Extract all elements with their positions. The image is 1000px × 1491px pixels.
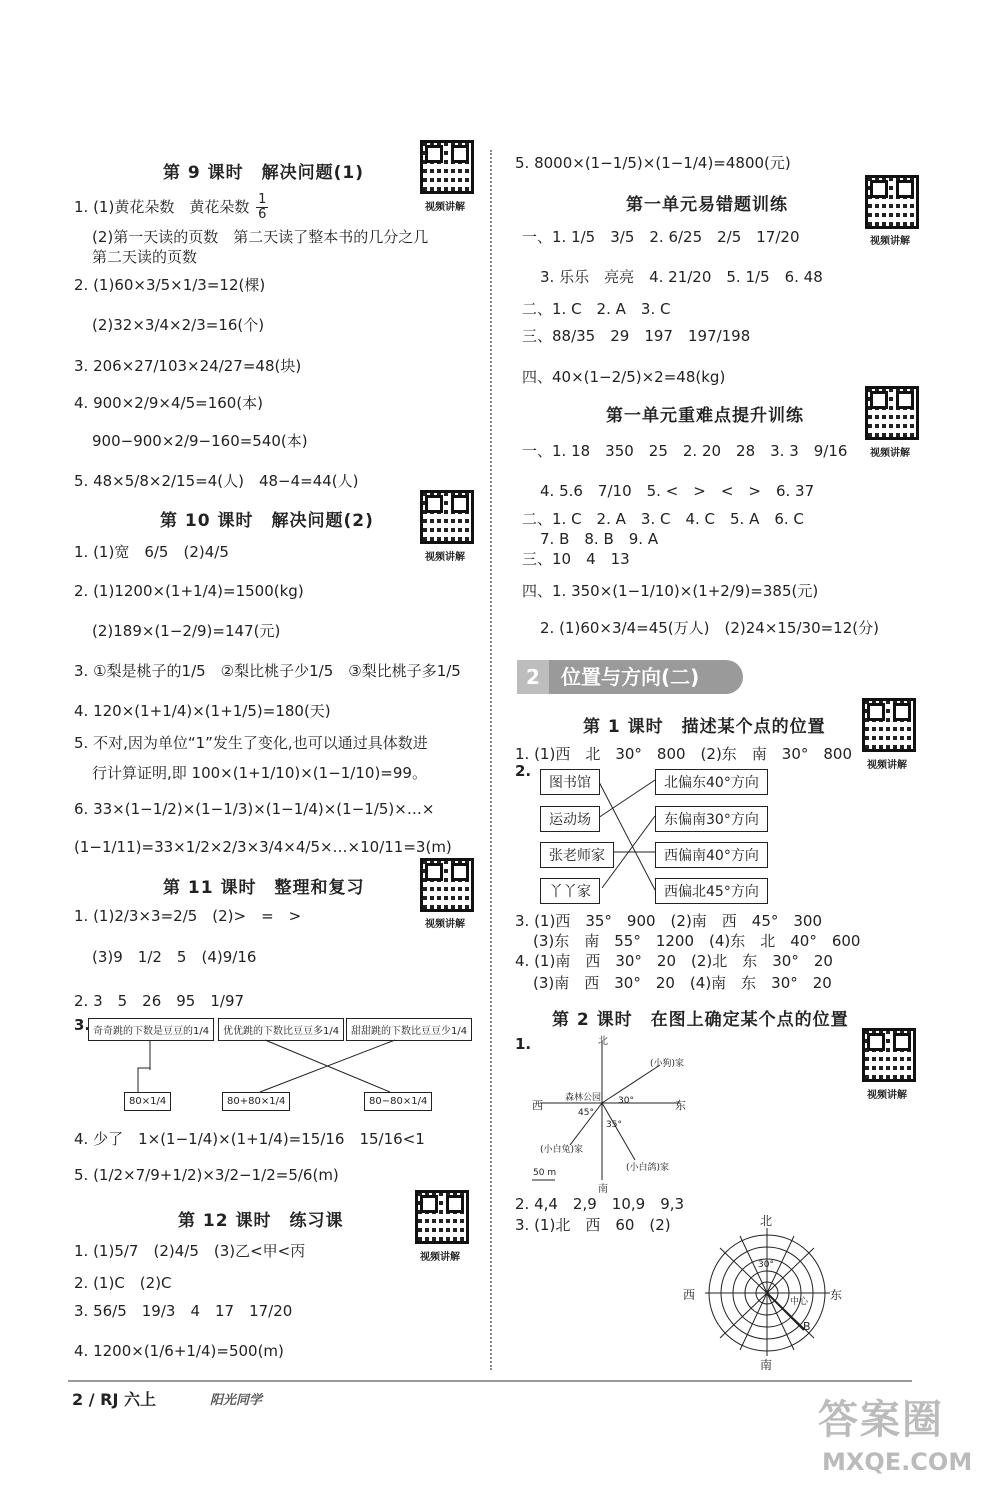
answer-line: 1. (1)宽 6/5 (2)4/5: [74, 543, 229, 561]
qr-code-icon: [862, 1028, 916, 1082]
map-xiaobaige: (小白鸽)家: [626, 1163, 670, 1173]
answer-line: 三、10 4 13: [522, 550, 630, 568]
answer-line: 3. 206×27/103×24/27=48(块): [74, 357, 302, 375]
qr-code-icon: [865, 175, 919, 229]
map-angle-35: 35°: [606, 1120, 622, 1130]
answer-line: 四、1. 350×(1−1/10)×(1+2/9)=385(元): [522, 582, 819, 600]
answer-line: 3. (1)西 35° 900 (2)南 西 45° 300: [515, 912, 823, 930]
map-east: 东: [675, 1099, 686, 1112]
question-number: 3.: [74, 1016, 91, 1034]
direction-box: 北偏东40°方向: [655, 769, 768, 795]
compass-diagram: [700, 1228, 843, 1358]
answer-line: 4. 900×2/9×4/5=160(本): [74, 394, 264, 412]
answer-line: 1. (1)2/3×3=2/5 (2)> = >: [74, 907, 302, 925]
qr-code-icon: [415, 1190, 469, 1244]
answer-line: 3. (1)北 西 60 (2): [515, 1216, 671, 1234]
answer-line: 2. (1)C (2)C: [74, 1274, 172, 1292]
answer-line: 5. 不对,因为单位“1”发生了变化,也可以通过具体数进: [74, 734, 428, 752]
answer-line: 5. 48×5/8×2/15=4(人) 48−4=44(人): [74, 472, 359, 490]
answer-line: 2. 3 5 26 95 1/97: [74, 992, 245, 1010]
answer-line: 4. 120×(1+1/4)×(1+1/5)=180(天): [74, 702, 331, 720]
place-box: 丫丫家: [540, 878, 600, 904]
answer-line: 3. 56/5 19/3 4 17 17/20: [74, 1302, 293, 1320]
qr-code-icon: [862, 698, 916, 752]
place-box: 张老师家: [540, 842, 614, 868]
answer-line: 4. 少了 1×(1−1/4)×(1+1/4)=15/16 15/16<1: [74, 1130, 425, 1148]
compass-center: 中心: [790, 1297, 809, 1307]
direction-box: 西偏北45°方向: [655, 878, 768, 904]
answer-line: 二、1. C 2. A 3. C: [522, 300, 671, 318]
place-box: 图书馆: [540, 769, 600, 795]
question-number: 1.: [515, 1035, 532, 1053]
answer-line: 7. B 8. B 9. A: [540, 530, 659, 548]
answer-line: 2. (1)1200×(1+1/4)=1500(kg): [74, 582, 304, 600]
position-map: [520, 1035, 720, 1185]
map-north: 北: [598, 1036, 608, 1047]
footer-rule: [68, 1380, 912, 1382]
qr-caption: 视频讲解: [425, 552, 465, 563]
answer-line: (2)32×3/4×2/3=16(个): [92, 316, 265, 334]
error-training-title: 第一单元易错题训练: [626, 195, 788, 215]
answer-line: 2. (1)60×3/4=45(万人) (2)24×15/30=12(分): [540, 619, 879, 637]
map-south: 南: [598, 1184, 608, 1195]
unit-number: 2: [517, 660, 549, 694]
unit-title: 位置与方向(二): [561, 665, 700, 689]
connect-box-top: 甜甜跳的下数比豆豆少1/4: [346, 1018, 472, 1041]
qr-caption: 视频讲解: [870, 448, 910, 459]
answer-line: 2. (1)60×3/5×1/3=12(棵): [74, 276, 266, 294]
connect-box-top: 优优跳的下数比豆豆多1/4: [218, 1018, 344, 1041]
connect-box-top: 奇奇跳的下数是豆豆的1/4: [88, 1018, 214, 1041]
answer-line: (1−1/11)=33×1/2×2/3×3/4×4/5×…×10/11=3(m): [74, 838, 452, 856]
answer-line: 5. 8000×(1−1/5)×(1−1/4)=4800(元): [515, 154, 791, 172]
answer-line: 3. ①梨是桃子的1/5 ②梨比桃子少1/5 ③梨比桃子多1/5: [74, 662, 461, 680]
answer-line: (3)9 1/2 5 (4)9/16: [92, 948, 257, 966]
compass-south: 南: [760, 1358, 773, 1372]
connect-box-bottom: 80−80×1/4: [364, 1092, 432, 1111]
answer-line: 三、88/35 29 197 197/198: [522, 327, 751, 345]
lesson-9-title: 第 9 课时 解决问题(1): [163, 163, 365, 183]
place-box: 运动场: [540, 806, 600, 832]
answer-line: 第二天读的页数: [92, 248, 198, 266]
answer-line: 1. (1)西 北 30° 800 (2)东 南 30° 800: [515, 745, 853, 763]
qr-caption: 视频讲解: [425, 919, 465, 930]
answer-line: 5. (1/2×7/9+1/2)×3/2−1/2=5/6(m): [74, 1166, 339, 1184]
qr-caption: 视频讲解: [870, 236, 910, 247]
map-scale: 50 m: [533, 1168, 557, 1178]
qr-caption: 视频讲解: [867, 1090, 907, 1101]
compass-point-b: B: [803, 1320, 811, 1333]
answer-line: (3)东 南 55° 1200 (4)东 北 40° 600: [533, 932, 861, 950]
compass-angle: 30°: [758, 1260, 774, 1270]
map-west: 西: [532, 1099, 543, 1112]
map-xiaogou: (小狗)家: [650, 1059, 685, 1069]
connect-box-bottom: 80×1/4: [124, 1092, 171, 1111]
qr-code-icon: [865, 386, 919, 440]
watermark-logo: 答案圈: [818, 1397, 944, 1443]
fraction: $\frac{1}{6}$: [258, 192, 267, 222]
map-center: 森林公园: [565, 1093, 602, 1103]
direction-box: 东偏南30°方向: [655, 806, 768, 832]
u2-lesson-1-title: 第 1 课时 描述某个点的位置: [583, 717, 826, 737]
qr-caption: 视频讲解: [867, 760, 907, 771]
answer-line: 6. 33×(1−1/2)×(1−1/3)×(1−1/4)×(1−1/5)×…×: [74, 800, 435, 818]
lesson-10-title: 第 10 课时 解决问题(2): [160, 511, 374, 531]
compass-east: 东: [830, 1288, 843, 1302]
answer-line: 一、1. 18 350 25 2. 20 28 3. 3 9/16: [522, 442, 848, 460]
lesson-11-title: 第 11 课时 整理和复习: [163, 878, 365, 898]
watermark-url: MXQE.COM: [822, 1448, 973, 1476]
map-angle-30: 30°: [618, 1096, 634, 1106]
hard-training-title: 第一单元重难点提升训练: [606, 406, 804, 426]
answer-line: 4. 1200×(1/6+1/4)=500(m): [74, 1342, 284, 1360]
answer-line: 二、1. C 2. A 3. C 4. C 5. A 6. C: [522, 510, 804, 528]
answer-line: (3)南 西 30° 20 (4)南 东 30° 20: [533, 974, 832, 992]
answer-line: 3. 乐乐 亮亮 4. 21/20 5. 1/5 6. 48: [540, 268, 823, 286]
direction-box: 西偏南40°方向: [655, 842, 768, 868]
answer-line: 一、1. 1/5 3/5 2. 6/25 2/5 17/20: [522, 228, 800, 246]
lesson-12-title: 第 12 课时 练习课: [178, 1211, 344, 1231]
answer-line: 2. 4,4 2,9 10,9 9,3: [515, 1195, 685, 1213]
answer-line: 行计算证明,即 100×(1+1/10)×(1−1/10)=99。: [92, 764, 427, 782]
map-angle-45: 45°: [578, 1108, 594, 1118]
answer-line: 4. 5.6 7/10 5. < > < > 6. 37: [540, 482, 815, 500]
brand-logo: 阳光同学: [210, 1393, 263, 1408]
page-number: 2 / RJ 六上: [72, 1390, 156, 1409]
answer-line: 4. (1)南 西 30° 20 (2)北 东 30° 20: [515, 952, 833, 970]
connect-box-bottom: 80+80×1/4: [222, 1092, 290, 1111]
answer-line: (2)189×(1−2/9)=147(元): [92, 622, 281, 640]
answer-line: 1. (1)黄花朵数 黄花朵数 $\frac{1}{6}$: [74, 192, 267, 222]
answer-line: 四、40×(1−2/5)×2=48(kg): [522, 368, 726, 386]
unit-banner: [517, 660, 743, 694]
answer-line: (2)第一天读的页数 第二天读了整本书的几分之几: [92, 228, 429, 246]
qr-caption: 视频讲解: [425, 202, 465, 213]
question-number: 2.: [515, 762, 532, 780]
compass-north: 北: [760, 1214, 773, 1228]
qr-caption: 视频讲解: [420, 1252, 460, 1263]
answer-line: 900−900×2/9−160=540(本): [92, 432, 308, 450]
compass-west: 西: [683, 1288, 696, 1302]
u2-lesson-2-title: 第 2 课时 在图上确定某个点的位置: [552, 1010, 849, 1030]
map-xiaobaitu: (小白兔)家: [540, 1145, 584, 1155]
answer-line: 1. (1)5/7 (2)4/5 (3)乙<甲<丙: [74, 1242, 306, 1260]
